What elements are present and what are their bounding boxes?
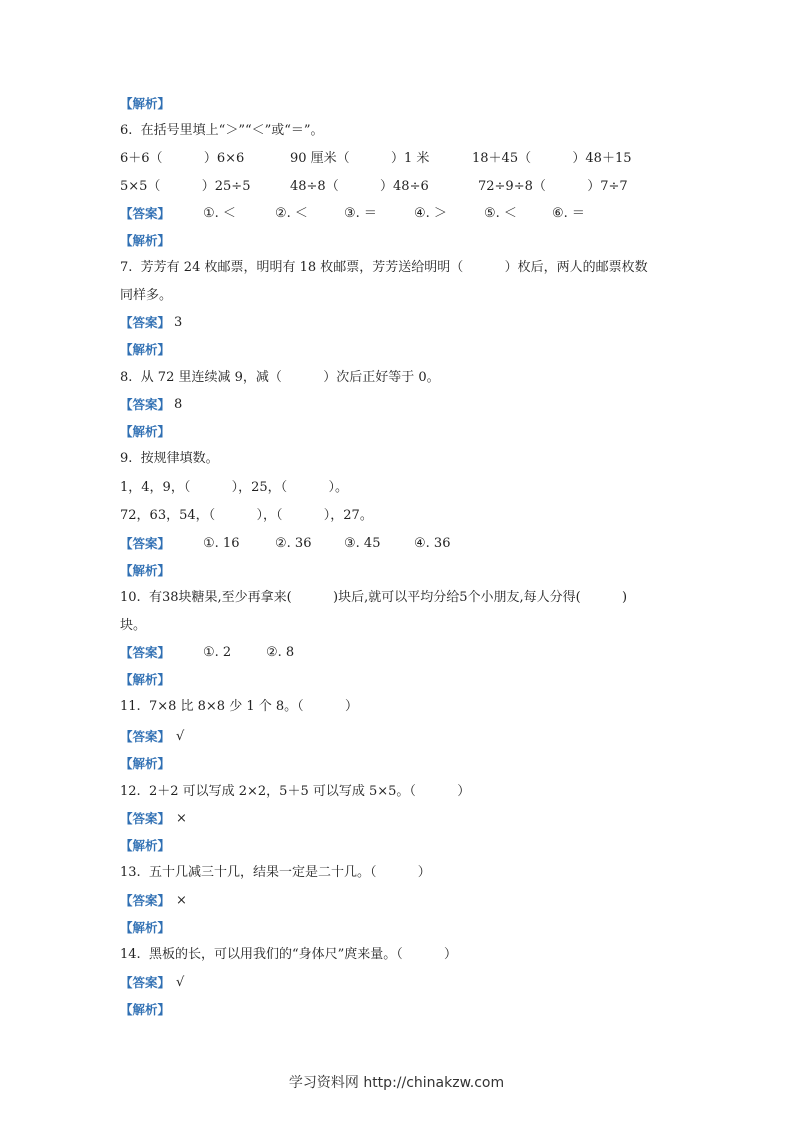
answer-label: 【答案】 [120,536,171,551]
q9-answer-4: ④. 36 [414,536,451,551]
q8-answer: 8 [174,397,183,412]
q10-answer-1: ①. 2 [203,645,232,660]
q6-answer-3: ③. ＝ [344,206,377,221]
q12-answer: × [176,811,187,826]
q9-answer-3: ③. 45 [344,536,381,551]
answer-label: 【答案】 [120,206,171,221]
answer-label: 【答案】 [120,811,171,826]
q6-answer-6: ⑥. ＝ [552,206,585,221]
answer-label: 【答案】 [120,893,171,908]
question-14-stem: 14. 黑板的长，可以用我们的“身体尺”庹来量。（ ） [120,947,458,962]
analysis-label: 【解析】 [120,233,171,248]
question-10-line2: 块。 [120,618,147,633]
analysis-label: 【解析】 [120,672,171,687]
q9-sequence-2: 72，63，54，（ ），（ ），27。 [120,508,373,523]
question-11-stem: 11. 7×8 比 8×8 少 1 个 8。（ ） [120,699,358,714]
q6-row2-item2: 48÷8（ ）48÷6 [290,179,429,194]
answer-label: 【答案】 [120,315,171,330]
q9-answer-2: ②. 36 [275,536,312,551]
analysis-label: 【解析】 [120,920,171,935]
answer-label: 【答案】 [120,975,171,990]
q9-answer-1: ①. 16 [203,536,240,551]
q13-answer: × [176,893,187,908]
analysis-label: 【解析】 [120,756,171,771]
analysis-label: 【解析】 [120,1002,171,1017]
question-7-line2: 同样多。 [120,288,173,303]
footer-watermark: 学习资料网 http://chinakzw.com [288,1075,505,1091]
question-10-line1: 10. 有38块糖果,至少再拿来( )块后,就可以平均分给5个小朋友,每人分得( ) [120,590,628,605]
analysis-label: 【解析】 [120,96,171,111]
answer-label: 【答案】 [120,397,171,412]
q6-row1-item1: 6＋6（ ）6×6 [120,151,245,166]
question-12-stem: 12. 2＋2 可以写成 2×2，5＋5 可以写成 5×5。（ ） [120,784,471,799]
question-9-stem: 9. 按规律填数。 [120,451,219,466]
q6-row2-item3: 72÷9÷8（ ）7÷7 [478,179,628,194]
question-13-stem: 13. 五十几减三十几，结果一定是二十几。（ ） [120,865,431,880]
answer-label: 【答案】 [120,729,171,744]
q6-row2-item1: 5×5（ ）25÷5 [120,179,251,194]
analysis-label: 【解析】 [120,342,171,357]
question-7-line1: 7. 芳芳有 24 枚邮票，明明有 18 枚邮票，芳芳送给明明（ ）枚后，两人的邮票枚数 [120,260,648,275]
q6-row1-item2: 90 厘米（ ）1 米 [290,151,430,166]
analysis-label: 【解析】 [120,838,171,853]
analysis-label: 【解析】 [120,563,171,578]
q6-answer-2: ②. ＜ [275,206,308,221]
q6-answer-5: ⑤. ＜ [484,206,517,221]
q6-answer-4: ④. ＞ [414,206,447,221]
question-8-stem: 8. 从 72 里连续减 9，减（ ）次后正好等于 0。 [120,370,440,385]
question-6-stem: 6. 在括号里填上“＞”“＜”或“＝”。 [120,123,324,138]
analysis-label: 【解析】 [120,424,171,439]
q6-answer-1: ①. ＜ [203,206,236,221]
q10-answer-2: ②. 8 [266,645,295,660]
answer-label: 【答案】 [120,645,171,660]
q7-answer: 3 [174,315,183,330]
q14-answer: √ [176,975,185,990]
q9-sequence-1: 1，4，9，（ ），25，（ ）。 [120,480,349,495]
q6-row1-item3: 18＋45（ ）48＋15 [472,151,632,166]
q11-answer: √ [176,729,185,744]
